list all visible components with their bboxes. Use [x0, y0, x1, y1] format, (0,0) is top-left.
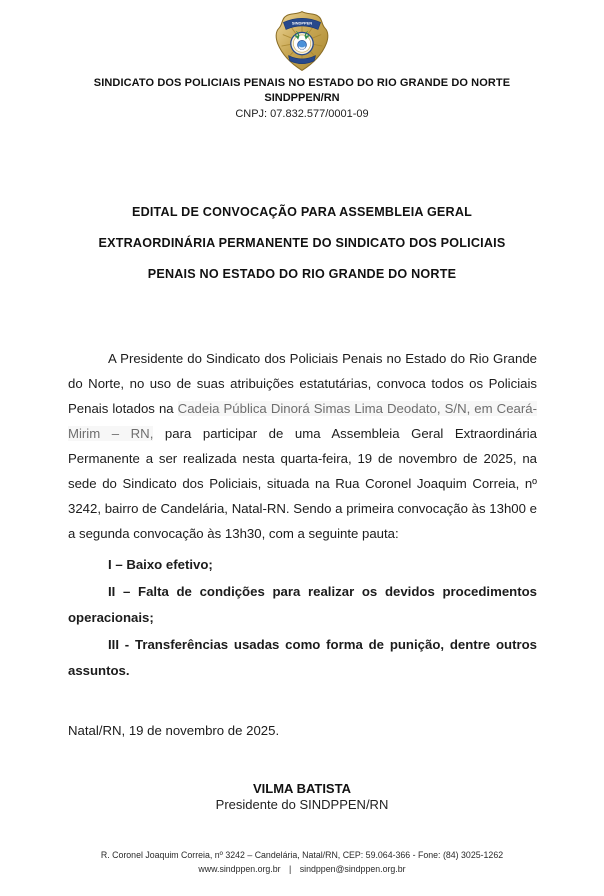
agenda-item-3: III - Transferências usadas como forma de punição, dentre outros assuntos. [68, 636, 537, 678]
footer-website: www.sindppen.org.br [198, 864, 281, 874]
agenda-item-1: I – Baixo efetivo; [108, 557, 213, 572]
org-name: SINDICATO DOS POLICIAIS PENAIS NO ESTADO DO RIO GRANDE DO NORTE [93, 77, 511, 89]
facility-name-muted: Cadeia Pública Dinorá Simas Lima Deodato, S/N, em Ceará-Mirim – RN, [68, 401, 537, 441]
document-header [0, 0, 604, 123]
footer-contacts [0, 862, 604, 876]
footer-address: R. Coronel Joaquim Correia, nº 3242 – Candelária, Natal/RN, CEP: 59.064-366 - Fone: (84) 3025-1262 [100, 850, 504, 860]
title-line-2: EXTRAORDINÁRIA PERMANENTE DO SINDICATO DOS POLICIAIS [98, 236, 506, 250]
signature-block [0, 781, 604, 814]
convocation-paragraph [68, 346, 537, 546]
footer-email: sindppen@sindppen.org.br [299, 864, 406, 874]
paragraph-text-end: para participar de uma Assembleia Geral Extraordinária Permanente a ser realizada nesta quarta-feira, 19 de novembro de 2025, na sede do Sindicato dos Policiais, situada na Rua Coronel Joaquim Correia, nº 3242, bairro de Candelária, Natal-RN. Sendo a primeira convocação às 13h00 e a segunda convocação às 13h30, com a seguinte pauta: [68, 426, 537, 541]
agenda-list [68, 552, 537, 685]
document-footer [0, 848, 604, 876]
org-acronym: SINDPPEN/RN [264, 92, 340, 104]
document-body [68, 346, 537, 685]
org-cnpj: CNPJ: 07.832.577/0001-09 [235, 108, 369, 120]
badge-band-text: SINDPPEN [291, 20, 313, 26]
signer-name: VILMA BATISTA [253, 780, 351, 796]
sindppen-badge-icon [270, 10, 334, 72]
title-line-1: EDITAL DE CONVOCAÇÃO PARA ASSEMBLEIA GERAL [131, 205, 473, 219]
signer-role: Presidente do SINDPPEN/RN [215, 797, 389, 812]
document-title [0, 197, 604, 290]
title-line-3: PENAIS NO ESTADO DO RIO GRANDE DO NORTE [147, 267, 457, 281]
place-date-line: Natal/RN, 19 de novembro de 2025. [68, 722, 280, 738]
footer-separator: | [289, 864, 292, 874]
paragraph-text-start: A Presidente do Sindicato dos Policiais Penais no Estado do Rio Grande do Norte, no uso de suas atribuições estatutárias, convoca todos os Policiais Penais lotados na [68, 351, 537, 416]
agenda-item-2: II – Falta de condições para realizar os devidos procedimentos operacionais; [68, 583, 537, 625]
